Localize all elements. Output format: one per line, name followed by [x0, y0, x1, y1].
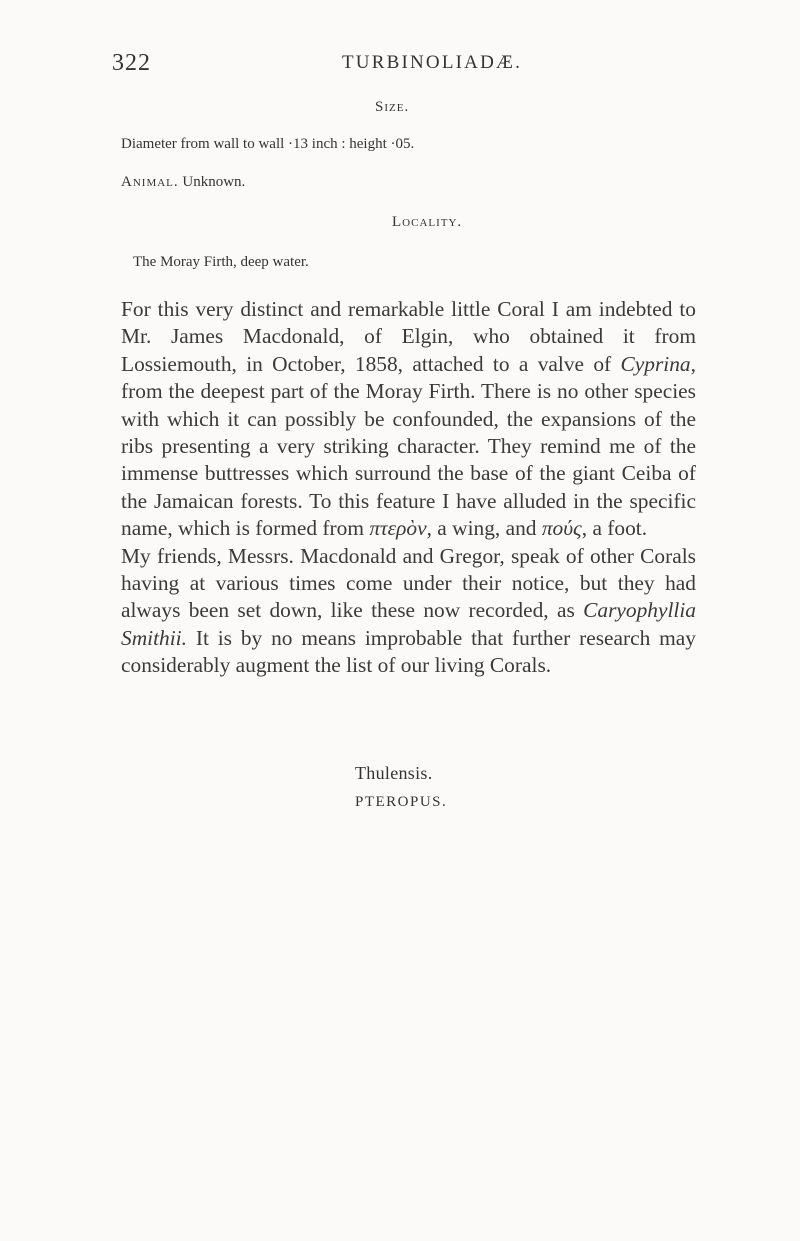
animal-line: [121, 174, 245, 191]
para1-text-d: , a foot.: [581, 516, 648, 541]
body-text: [121, 296, 696, 680]
para2-text-a: My friends, Messrs. Macdonald and Gregor, speak of other Corals having at various times come under their notice, but they had always been set down, like these now recorded, as: [121, 543, 696, 623]
page-number: 322: [112, 50, 151, 76]
para1-text-c: , a wing, and: [426, 516, 542, 541]
paragraph-2: [121, 543, 696, 680]
locality-text: The Moray Firth, deep water.: [133, 254, 309, 270]
animal-label: Animal.: [121, 174, 179, 190]
para1-text-a: For this very distinct and remarkable little Coral I am indebted to Mr. James Macdonald, of Elgin, who obtained it from Lossiemouth, in October, 1858, attached to a valve of: [121, 297, 696, 376]
species-name: Thulensis.: [355, 763, 433, 783]
greek-pous: πούς: [541, 516, 582, 541]
running-head: TURBINOLIADÆ.: [342, 52, 523, 73]
greek-pteron: πτερὸν: [369, 516, 427, 541]
para1-text-b: , from the deepest part of the Moray Firth. There is no other species with which it can possibly be confounded, the expansions of the ribs presenting a very striking character. They remind me of the immense buttresses which surround the base of the giant Ceiba of the Jamaican forests. To this feature I have alluded in the specific name, which is formed from: [121, 351, 696, 541]
genus-name: PTEROPUS.: [355, 794, 448, 810]
page-header: [112, 50, 692, 80]
locality-heading: Locality.: [392, 214, 463, 230]
para2-text-b: It is by no means improbable that further research may considerably augment the list of our living Corals.: [121, 625, 696, 678]
animal-value: Unknown.: [182, 174, 246, 190]
diameter-text: Diameter from wall to wall ·13 inch : height ·05.: [121, 136, 415, 152]
size-heading: Size.: [375, 99, 410, 115]
paragraph-1: [121, 296, 696, 543]
caryophyllia-italic: Caryophyllia Smithii.: [121, 598, 696, 650]
cyprina-italic: Cyprina: [620, 351, 691, 376]
